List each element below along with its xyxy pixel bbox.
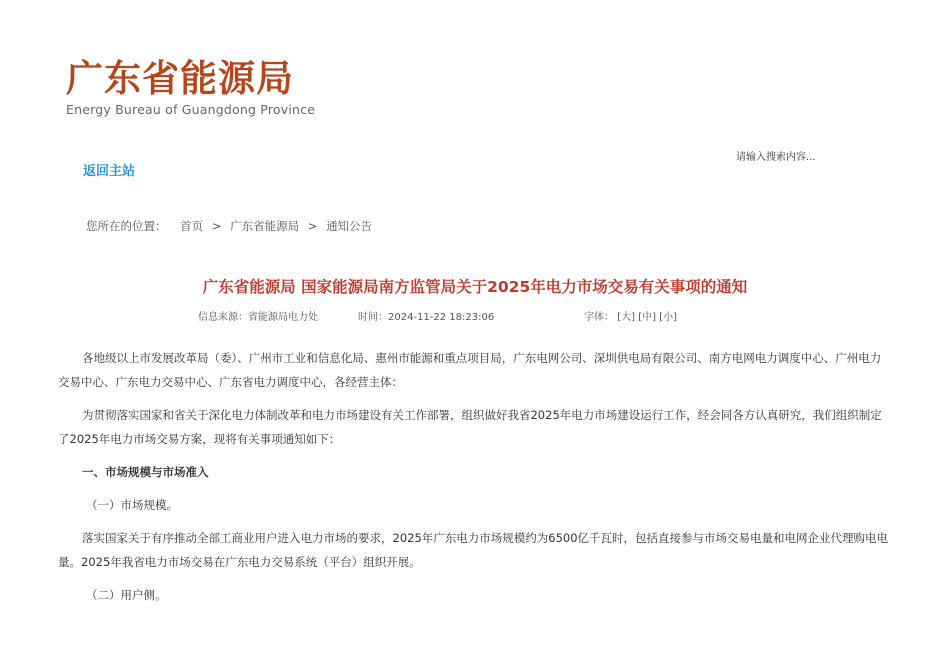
article-title: 广东省能源局 国家能源局南方监管局关于2025年电力市场交易有关事项的通知 bbox=[202, 278, 748, 296]
logo-subtitle: Energy Bureau of Guangdong Province bbox=[66, 102, 316, 117]
breadcrumb-notices[interactable]: 通知公告 bbox=[326, 219, 373, 233]
article-time: 时间：2024-11-22 18:23:06 bbox=[358, 312, 495, 323]
breadcrumb-separator: > bbox=[211, 219, 222, 233]
font-size-label: 字体： bbox=[584, 312, 614, 323]
font-large-button[interactable]: [大] bbox=[617, 312, 635, 323]
site-logo[interactable] bbox=[66, 56, 315, 117]
font-size-controls bbox=[584, 308, 677, 323]
article-paragraph: 各地级以上市发展改革局（委）、广州市工业和信息化局、惠州市能源和重点项目局，广东电网公司、深圳供电局有限公司、南方电网电力调度中心、广州电力交易中心、广东电力交易中心、广东省电力调度中心，各经营主体： bbox=[58, 351, 882, 389]
home-link[interactable]: 返回主站 bbox=[83, 164, 136, 179]
article-paragraph: 为贯彻落实国家和省关于深化电力体制改革和电力市场建设有关工作部署，组织做好我省2025年电力市场建设运行工作，经会同各方认真研究，我们组织制定了2025年电力市场交易方案，现将有关事项通知如下： bbox=[58, 408, 882, 446]
breadcrumb-separator: > bbox=[307, 219, 318, 233]
article-body bbox=[58, 346, 892, 616]
breadcrumb-label: 您所在的位置： bbox=[86, 219, 167, 233]
breadcrumb-bureau[interactable]: 广东省能源局 bbox=[230, 219, 300, 233]
search-input[interactable] bbox=[730, 148, 880, 166]
logo-title: 广东省能源局 bbox=[66, 56, 294, 100]
breadcrumb bbox=[86, 218, 372, 234]
section-heading: 一、市场规模与市场准入 bbox=[82, 465, 209, 479]
font-medium-button[interactable]: [中] bbox=[638, 312, 656, 323]
article-source: 信息来源：省能源局电力处 bbox=[198, 312, 318, 323]
subsection-heading: （一）市场规模。 bbox=[86, 498, 178, 512]
font-small-button[interactable]: [小] bbox=[659, 312, 677, 323]
breadcrumb-home[interactable]: 首页 bbox=[180, 219, 204, 233]
article-paragraph: 落实国家关于有序推动全部工商业用户进入电力市场的要求，2025年广东电力市场规模约为6500亿千瓦时，包括直接参与市场交易电量和电网企业代理购电电量。2025年我省电力市场交易在广东电力交易系统（平台）组织开展。 bbox=[58, 531, 889, 569]
subsection-heading: （二）用户侧。 bbox=[86, 588, 167, 602]
